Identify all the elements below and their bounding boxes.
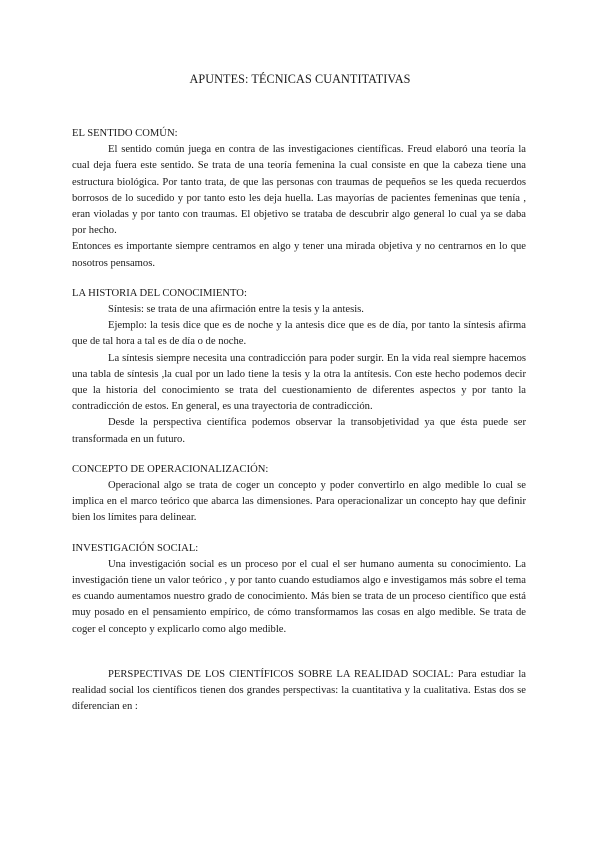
section-heading-sentido-comun: EL SENTIDO COMÚN: (72, 128, 178, 139)
paragraph: Síntesis: se trata de una afirmación entre la tesis y la antesis. (108, 304, 364, 316)
paragraph: Ejemplo: la tesis dice que es de noche y la antesis dice que es de día, por tanto la síntesis afirma que de tal hora a tal es de día o de noche. (72, 320, 526, 348)
paragraph: La síntesis siempre necesita una contradicción para poder surgir. En la vida real siempre hacemos una tabla de síntesis ,la cual por un lado tiene la tesis y la otra la antítesis. Con este hecho podemos decir que la historia del conocimiento se trata del cuestionamiento de diferentes aspectos y por tanto la contradicción de estos. En general, es una trayectoria de contradicción. (72, 352, 526, 413)
section-heading-perspectivas: PERSPECTIVAS DE LOS CIENTÍFICOS SOBRE LA REALIDAD SOCIAL: (108, 668, 454, 680)
document-body (72, 126, 526, 716)
paragraph-perspectivas (72, 667, 526, 716)
paragraph: Una investigación social es un proceso por el cual el ser humano aumenta su conocimiento. La investigación tiene un valor teórico , y por tanto cuando estudiamos algo e investigamos más sobre el tema es cuando aumentamos nuestro grado de conocimiento. Más bien se trata de un proceso científico que está muy posado en el pensamiento empírico, de cómo transformamos las cosas en algo medible. Se trata de coger el concepto y explicarlo como algo medible. (72, 558, 526, 635)
section-heading-operacionalizacion: CONCEPTO DE OPERACIONALIZACIÓN: (72, 463, 269, 475)
paragraph: Operacional algo se trata de coger un concepto y poder convertirlo en algo medible lo cual se implica en el marco teórico que abarca las dimensiones. Para operacionalizar un concepto hay que definir bien los límites para delinear. (72, 480, 526, 524)
document-title: APUNTES: TÉCNICAS CUANTITATIVAS (189, 72, 411, 86)
paragraph-text: Para estudiar la realidad social los científicos tienen dos grandes perspectivas: la cuantitativa y la cualitativa. Estas dos se diferencian en : (72, 668, 527, 713)
section-heading-investigacion: INVESTIGACIÓN SOCIAL: (72, 542, 199, 554)
paragraph: Desde la perspectiva científica podemos observar la transobjetividad ya que ésta puede ser transformada en un futuro. (72, 417, 526, 445)
paragraph: Entonces es importante siempre centramos en algo y tener una mirada objetiva y no centrarnos en lo que nosotros pensamos. (72, 241, 526, 269)
paragraph: El sentido común juega en contra de las investigaciones científicas. Freud elaboró una teoría la cual deja fuera este sentido. Se trata de una teoría femenina la cual consiste en que la cabeza tiene una estructura biológica. Por tanto trata, de que las personas con traumas de pequeños se les queda recuerdos borrosos de lo sucedido y por tanto esto les deja huella. Las mayorías de pacientes femeninas que tenía , eran violadas y por tanto con traumas. El objetivo se trataba de descubrir algo general lo cual ya se daba por hecho. (72, 144, 526, 237)
section-heading-historia: LA HISTORIA DEL CONOCIMIENTO: (72, 287, 247, 299)
